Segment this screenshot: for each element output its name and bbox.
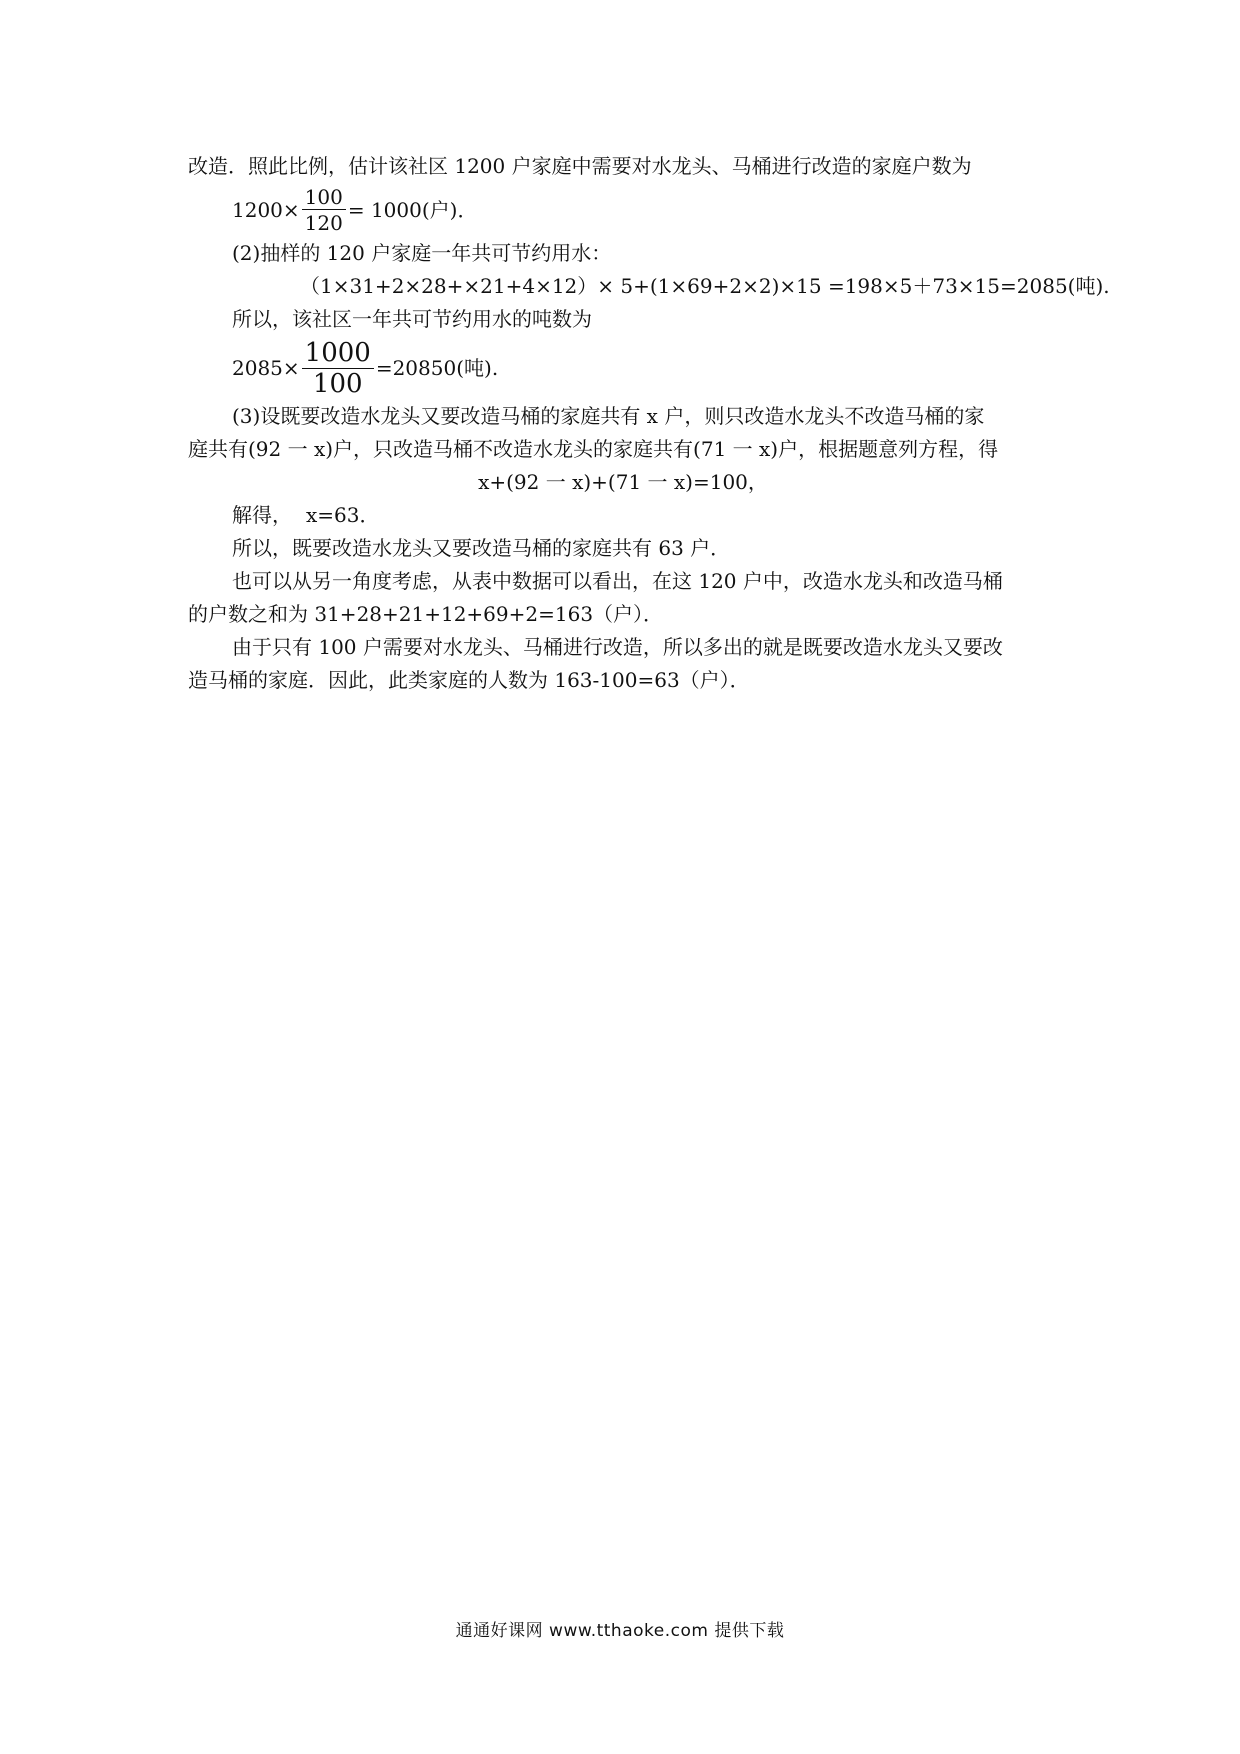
equation-suffix: = 1000(户)． bbox=[347, 197, 478, 222]
page-footer: 通通好课网 www.tthaoke.com 提供下载 bbox=[455, 1621, 785, 1641]
text-line: 庭共有(92 一 x)户，只改造马桶不改造水龙头的家庭共有(71 一 x)户，根据题意列方程，得 bbox=[188, 437, 999, 461]
text-line: 改造．照此比例，估计该社区 1200 户家庭中需要对水龙头、马桶进行改造的家庭户数为 bbox=[188, 154, 972, 178]
fraction bbox=[302, 338, 374, 399]
text-line: 造马桶的家庭．因此，此类家庭的人数为 163-100=63（户）． bbox=[188, 668, 750, 692]
text-line: 所以，该社区一年共可节约用水的吨数为 bbox=[232, 307, 592, 331]
fraction-numerator: 1000 bbox=[302, 338, 374, 369]
equation-prefix: 1200× bbox=[232, 197, 300, 222]
equation-suffix: =20850(吨). bbox=[375, 355, 499, 380]
fraction-denominator: 120 bbox=[304, 210, 343, 235]
equation-water-saving: （1×31+2×28+×21+4×12）× 5+(1×69+2×2)×15 =198×5＋73×15=2085(吨). bbox=[300, 274, 1110, 298]
text-line: (2)抽样的 120 户家庭一年共可节约用水： bbox=[232, 241, 612, 265]
text-line: 也可以从另一角度考虑，从表中数据可以看出，在这 120 户中，改造水龙头和改造马桶 bbox=[232, 569, 1003, 593]
solution-value: x=63． bbox=[306, 503, 380, 527]
solution-body bbox=[188, 150, 1110, 697]
solution-label: 解得， bbox=[232, 503, 292, 527]
equation-households bbox=[188, 183, 1058, 237]
fraction bbox=[302, 185, 346, 236]
text-line: (3)设既要改造水龙头又要改造马桶的家庭共有 x 户，则只改造水龙头不改造马桶的家 bbox=[232, 404, 985, 428]
text-line: 所以，既要改造水龙头又要改造马桶的家庭共有 63 户． bbox=[232, 536, 731, 560]
fraction-denominator: 100 bbox=[312, 368, 363, 399]
equation-line: x+(92 一 x)+(71 一 x)=100， bbox=[478, 470, 768, 494]
text-line bbox=[188, 499, 1058, 532]
text-line: 的户数之和为 31+28+21+12+69+2=163（户）． bbox=[188, 602, 664, 626]
equation-total-tons bbox=[188, 336, 1058, 400]
text-line: 由于只有 100 户需要对水龙头、马桶进行改造，所以多出的就是既要改造水龙头又要改 bbox=[232, 635, 1003, 659]
equation-prefix: 2085× bbox=[232, 355, 300, 380]
fraction-numerator: 100 bbox=[302, 185, 346, 210]
